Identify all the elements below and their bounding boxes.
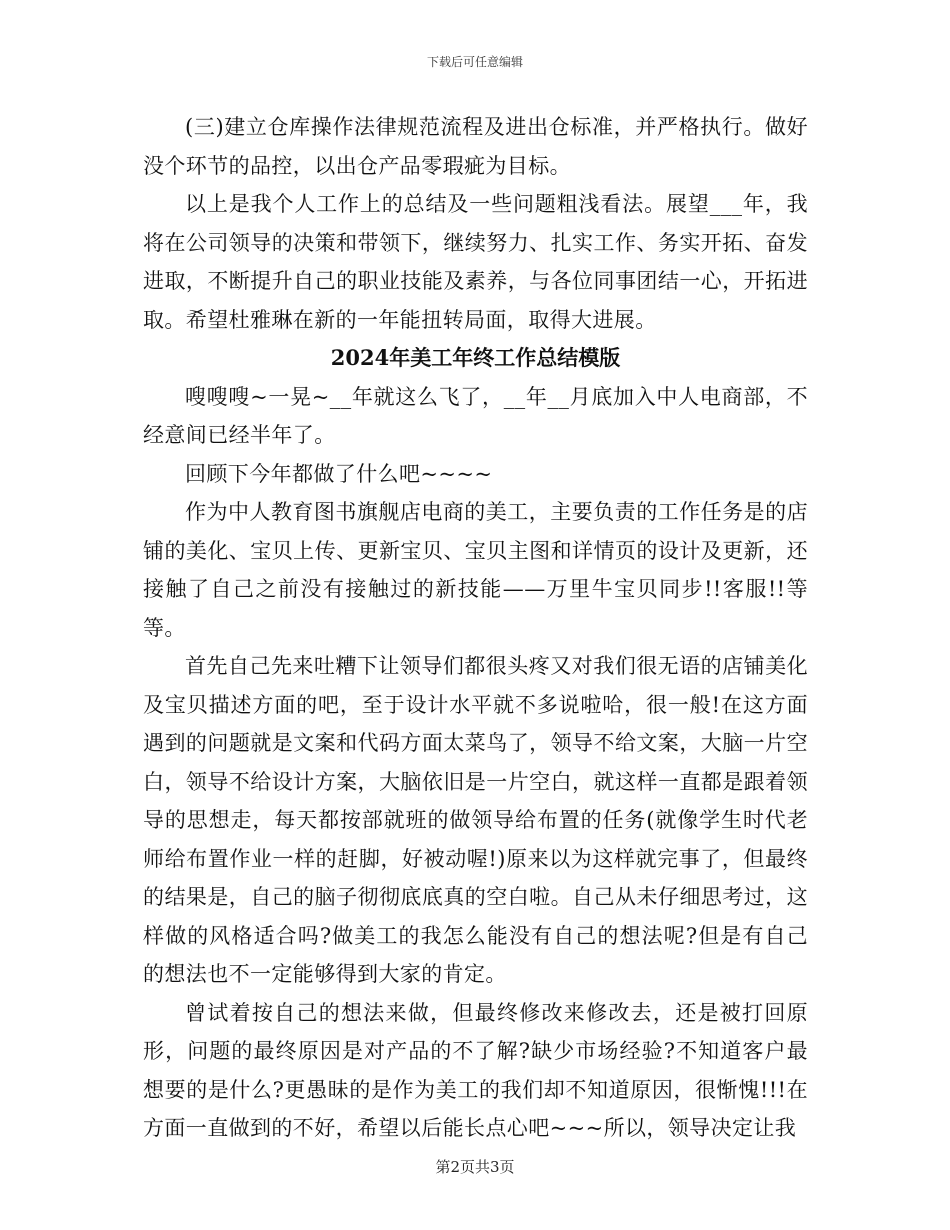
paragraph-review: 回顾下今年都做了什么吧~~~~ (185, 461, 493, 486)
page-header: 下载后可任意编辑 (426, 55, 523, 69)
page-number: 第2页共3页 (435, 1158, 515, 1176)
paragraph-responsibilities: 作为中人教育图书旗舰店电商的美工，主要负责的工作任务是的店铺的美化、宝贝上传、更新宝贝、宝贝主图和详情页的设计及更新，还接触了自己之前没有接触过的新技能——万里牛宝贝同步!!客服!!等等。 (143, 500, 808, 640)
document-body (143, 108, 808, 1148)
paragraph-design-issues: 首先自己先来吐糟下让领导们都很头疼又对我们很无语的店铺美化及宝贝描述方面的吧，至于设计水平就不多说啦哈，很一般!在这方面遇到的问题就是文案和代码方面太菜鸟了，领导不给文案，大脑一片空白，领导不给设计方案，大脑依旧是一片空白，就这样一直都是跟着领导的思想走，每天都按部就班的做领导给布置的任务(就像学生时代老师给布置作业一样的赶脚，好被动喔!)原来以为这样就完事了，但最终的结果是，自己的脑子彻彻底底真的空白啦。自己从未仔细思考过，这样做的风格适合吗?做美工的我怎么能没有自己的想法呢?但是有自己的想法也不一定能够得到大家的肯定。 (143, 654, 808, 986)
section-heading: 2024年美工年终工作总结模版 (330, 345, 621, 370)
paragraph-own-ideas: 曾试着按自己的想法来做，但最终修改来修改去，还是被打回原形，问题的最终原因是对产品的不了解?缺少市场经验?不知道客户最想要的是什么?更愚昧的是作为美工的我们却不知道原因，很惭愧!!!在方面一直做到的不好，希望以后能长点心吧~~~所以，领导决定让我 (143, 1000, 808, 1140)
paragraph-intro: 嗖嗖嗖~一晃~__年就这么飞了，__年__月底加入中人电商部，不经意间已经半年了。 (143, 384, 808, 447)
paragraph-warehouse-standards: (三)建立仓库操作法律规范流程及进出仓标准，并严格执行。做好没个环节的品控，以出仓产品零瑕疵为目标。 (143, 115, 808, 178)
paragraph-summary-outlook: 以上是我个人工作上的总结及一些问题粗浅看法。展望___年，我将在公司领导的决策和带领下，继续努力、扎实工作、务实开拓、奋发进取，不断提升自己的职业技能及素养，与各位同事团结一心，开拓进取。希望杜雅琳在新的一年能扭转局面，取得大进展。 (143, 192, 808, 332)
